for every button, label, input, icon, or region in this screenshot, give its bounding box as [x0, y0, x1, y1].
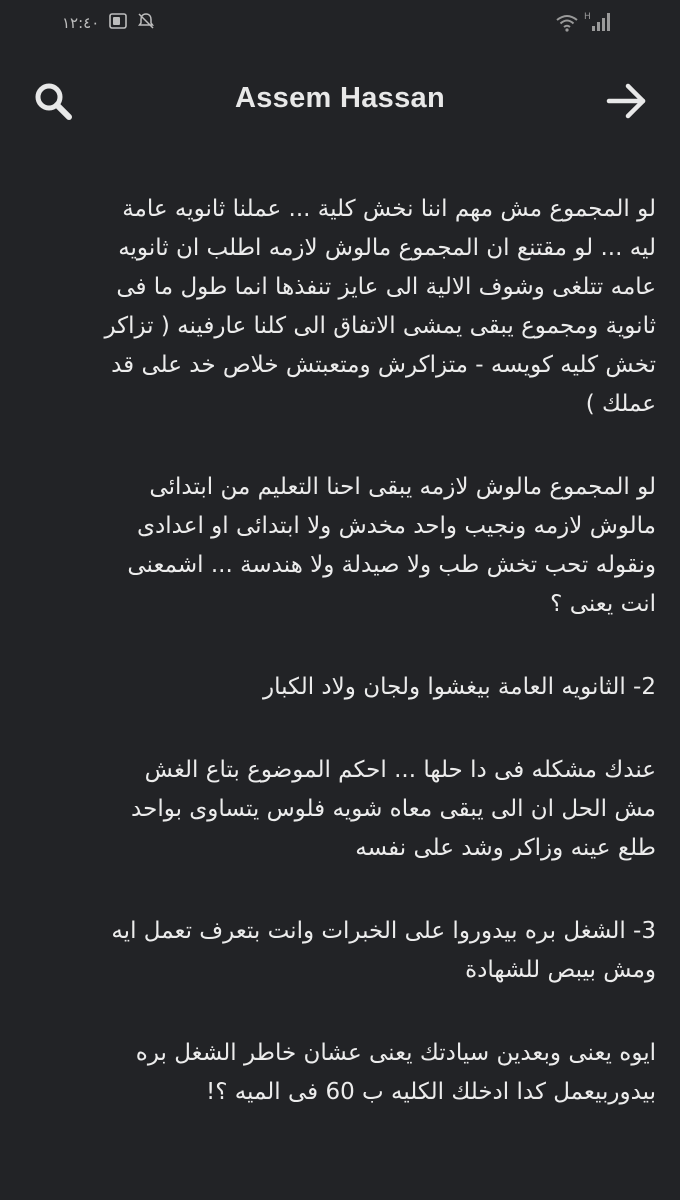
post-line: عملك ): [585, 391, 656, 417]
svg-text:H: H: [584, 12, 591, 22]
app-header: [0, 62, 680, 140]
post-line: مش الحل ان الى يبقى معاه شويه فلوس يتساوى بواحد: [131, 796, 656, 822]
status-time: ١٢:٤٠: [62, 14, 100, 32]
post-paragraph: [40, 751, 656, 868]
post-line: لو المجموع مش مهم اننا نخش كلية ... عملنا ثانويه عامة: [122, 196, 656, 222]
post-line: عامه تتلغى وشوف الالية الى عايز تنفذها انما طول ما فى: [116, 274, 656, 300]
post-line: ليه ... لو مقتنع ان المجموع مالوش لازمه اطلب ان ثانويه: [118, 235, 656, 261]
post-body: [40, 190, 656, 1156]
wifi-icon: [556, 14, 578, 36]
post-line: ونقوله تحب تخش طب ولا صيدلة ولا هندسة ... اشمعنى: [127, 552, 656, 578]
post-line: 3- الشغل بره بيدوروا على الخبرات وانت بتعرف تعمل ايه: [111, 918, 656, 944]
post-line: ايوه يعنى وبعدين سيادتك يعنى عشان خاطر الشغل بره: [135, 1040, 656, 1066]
post-paragraph: [40, 190, 656, 424]
post-line: لو المجموع مالوش لازمه يبقى احنا التعليم من ابتدائى: [149, 474, 656, 500]
page-title: Assem Hassan: [235, 82, 445, 114]
post-line: 2- الثانويه العامة بيغشوا ولجان ولاد الكبار: [262, 674, 656, 700]
back-button[interactable]: [602, 80, 652, 126]
status-bar: [0, 0, 680, 50]
status-right-group: [556, 10, 612, 36]
post-line: بيدوربيعمل كدا ادخلك الكليه ب 60 فى الميه ؟!: [205, 1079, 656, 1105]
post-line: طلع عينه وزاكر وشد على نفسه: [355, 835, 656, 861]
post-line: عندك مشكله فى دا حلها ... احكم الموضوع بتاع الغش: [144, 757, 656, 783]
status-left-group: [62, 12, 155, 34]
post-line: ومش بيبص للشهادة: [465, 957, 656, 983]
sim-card-icon: [109, 13, 127, 33]
arrow-right-icon: [606, 83, 648, 123]
post-paragraph: [40, 668, 656, 707]
post-line: تخش كليه كويسه - متزاكرش ومتعبتش خلاص خد على قد: [111, 352, 656, 378]
signal-icon: [584, 10, 612, 36]
post-line: ثانوية ومجموع يبقى يمشى الاتفاق الى كلنا عارفينه ( تزاكر: [104, 313, 656, 339]
post-paragraph: [40, 1034, 656, 1112]
do-not-disturb-icon: [137, 12, 155, 34]
post-paragraph: [40, 912, 656, 990]
post-paragraph: [40, 468, 656, 624]
post-line: انت يعنى ؟: [550, 591, 656, 617]
post-line: مالوش لازمه ونجيب واحد مخدش ولا ابتدائى او اعدادى: [137, 513, 656, 539]
